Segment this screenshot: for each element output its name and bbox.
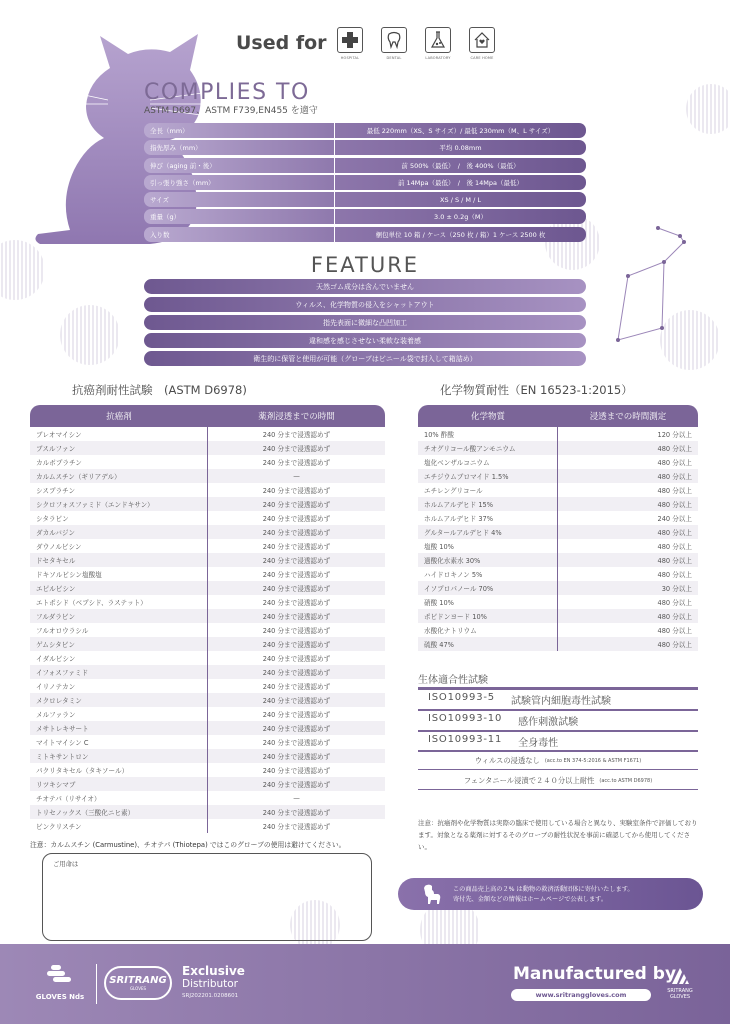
chemical-table-header — [418, 405, 698, 427]
table-cell-name: リツキシマブ — [30, 777, 208, 791]
table-cell-value: 120 分以上 — [657, 431, 692, 439]
table-cell-value: 240 分まで浸透認めず — [262, 543, 331, 551]
table-cell-value: 480 分以上 — [657, 627, 692, 635]
footer — [0, 944, 730, 1024]
table-cell-name: 塩化ベンザルコニウム — [418, 455, 558, 469]
column-header: 浸透までの時間測定 — [589, 412, 667, 422]
table-cell-value: 480 分以上 — [657, 487, 692, 495]
feature-item: 違和感を感じさせない柔軟な装着感 — [144, 333, 586, 348]
table-cell-value: 240 分まで浸透認めず — [262, 585, 331, 593]
decorative-dot — [60, 305, 120, 365]
table-row — [418, 539, 698, 553]
feature-item: 指先表面に微細な凸凹加工 — [144, 315, 586, 330]
table-cell-value: 240 分まで浸透認めず — [262, 459, 331, 467]
bio-row — [428, 713, 578, 728]
table-cell-value: — — [293, 794, 300, 802]
spec-key: 伸び（aging 前・後） — [144, 158, 334, 173]
table-cell-value: 240 分まで浸透認めず — [262, 809, 331, 817]
bio-code: ISO10993-5 — [428, 692, 495, 703]
spec-row — [144, 158, 586, 173]
table-cell-name: 硝酸 10% — [418, 595, 558, 609]
table-cell-name: エチジウムブロマイド 1.5% — [418, 469, 558, 483]
sritrang-gloves-logo — [662, 966, 698, 1000]
table-row — [30, 469, 385, 483]
distributor-text: Distributor — [182, 978, 239, 990]
virus-text: ウィルスの浸透なし — [474, 756, 540, 765]
table-cell-value: 240 分まで浸透認めず — [262, 697, 331, 705]
table-cell-name: ポビドンヨード 10% — [418, 609, 558, 623]
table-cell-name: ビンクリスチン — [30, 819, 208, 833]
table-row — [418, 525, 698, 539]
table-cell-value: 480 分以上 — [657, 641, 692, 649]
table-cell-value: 480 分以上 — [657, 459, 692, 467]
chemical-table-body — [418, 427, 698, 651]
spec-key: 指先厚み（mm） — [144, 140, 334, 155]
table-row — [30, 791, 385, 805]
table-cell-name: グルタールアルデヒド 4% — [418, 525, 558, 539]
bio-code: ISO10993-11 — [428, 734, 503, 745]
table-row — [30, 581, 385, 595]
table-row — [30, 539, 385, 553]
table-cell-name: 水酸化ナトリウム — [418, 623, 558, 637]
table-row — [418, 595, 698, 609]
table-row — [30, 721, 385, 735]
table-cell-value: 240 分まで浸透認めず — [262, 725, 331, 733]
table-row — [30, 455, 385, 469]
table-cell-name: メサトレキサート — [30, 721, 208, 735]
spec-key: 入り数 — [144, 227, 334, 242]
table-row — [30, 777, 385, 791]
table-cell-value: 240 分まで浸透認めず — [262, 445, 331, 453]
table-cell-value: 480 分以上 — [657, 613, 692, 621]
bio-row — [428, 734, 558, 749]
table-cell-value: 480 分以上 — [657, 473, 692, 481]
hospital-icon — [334, 27, 366, 60]
table-cell-name: イソプロパノール 70% — [418, 581, 558, 595]
table-row — [30, 567, 385, 581]
spec-key: 重量（g） — [144, 209, 334, 224]
table-cell-value: 240 分まで浸透認めず — [262, 781, 331, 789]
virus-ref: (acc.to EN 374-5:2016 & ASTM F1671) — [544, 758, 642, 764]
decorative-dot — [686, 84, 730, 134]
table-cell-value: 240 分まで浸透認めず — [262, 753, 331, 761]
table-cell-value: 240 分まで浸透認めず — [262, 739, 331, 747]
table-cell-value: 240 分まで浸透認めず — [262, 683, 331, 691]
table-cell-name: エチレングリコール — [418, 483, 558, 497]
exclusive-distributor — [182, 964, 245, 999]
table-row — [418, 637, 698, 651]
dog-icon — [420, 882, 444, 906]
table-cell-name: ドキソルビシン塩酸塩 — [30, 567, 208, 581]
sritrang-mark-icon — [668, 966, 692, 986]
anticancer-note: 注意：カルムスチン (Carmustine)、チオテパ (Thiotepa) ではこのグローブの使用は避けてください。 — [30, 841, 346, 849]
sritrang-text: SRITRANG — [109, 975, 167, 986]
constellation-icon — [610, 220, 700, 350]
table-cell-value: 480 分以上 — [657, 557, 692, 565]
table-cell-value: 240 分まで浸透認めず — [262, 641, 331, 649]
table-cell-name: イリノテカン — [30, 679, 208, 693]
table-cell-name: メルファラン — [30, 707, 208, 721]
table-cell-name: ダウノルビシン — [30, 539, 208, 553]
sritrang-sub: GLOVES — [129, 986, 147, 991]
table-cell-value: 240 分まで浸透認めず — [262, 655, 331, 663]
table-row — [30, 665, 385, 679]
table-cell-name: チオグリコール酸アンモニウム — [418, 441, 558, 455]
fentanyl-note — [418, 773, 698, 790]
table-cell-name: フルオロウラシル — [30, 623, 208, 637]
memo-label: ご用命は — [53, 861, 79, 868]
table-cell-name: ホルムアルデヒド 15% — [418, 497, 558, 511]
table-row — [30, 679, 385, 693]
chemical-title: 化学物質耐性（EN 16523-1:2015） — [440, 383, 633, 397]
anticancer-title: 抗癌剤耐性試験 (ASTM D6978) — [72, 383, 247, 397]
table-row — [418, 553, 698, 567]
donation-line: 寄付先、金額などの情報はホームページで公表します。 — [453, 896, 608, 903]
table-cell-name: ゲムシタビン — [30, 637, 208, 651]
spec-row — [144, 227, 586, 242]
table-row — [418, 623, 698, 637]
table-cell-value: 480 分以上 — [657, 599, 692, 607]
table-cell-value: 240 分まで浸透認めず — [262, 669, 331, 677]
memo-box — [42, 853, 372, 941]
table-cell-value: 240 分まで浸透認めず — [262, 711, 331, 719]
spec-value: 3.0 ± 0.2g（M） — [334, 209, 586, 224]
spec-value: 最低 220mm（XS、S サイズ）/ 最低 230mm（M、L サイズ） — [334, 123, 586, 138]
table-row — [418, 427, 698, 441]
sritrang-logo — [104, 966, 172, 1000]
table-cell-name: メクロレタミン — [30, 693, 208, 707]
bio-title: 生体適合性試験 — [418, 675, 488, 686]
gloves-nds-text: GLOVES Nds — [35, 993, 85, 1001]
table-cell-name: 10% 酢酸 — [418, 427, 558, 441]
table-cell-value: 30 分以上 — [661, 585, 692, 593]
bio-divider — [418, 750, 698, 752]
spec-key: サイズ — [144, 192, 334, 207]
table-row — [30, 735, 385, 749]
feature-list — [144, 279, 586, 369]
anticancer-table — [30, 405, 385, 833]
table-row — [418, 441, 698, 455]
table-row — [30, 553, 385, 567]
document-code: SRJ202201.0208601 — [182, 993, 239, 999]
spec-row — [144, 209, 586, 224]
spec-value: 前 14Mpa（最低） / 後 14Mpa（最低） — [334, 175, 586, 190]
table-cell-name: ミトキサントロン — [30, 749, 208, 763]
table-cell-value: 240 分まで浸透認めず — [262, 501, 331, 509]
table-row — [30, 511, 385, 525]
usage-icons — [334, 27, 498, 60]
table-cell-value: 480 分以上 — [657, 501, 692, 509]
exclusive-text: Exclusive — [182, 964, 245, 978]
table-cell-name: エトポシド（ベプシド、ラステット） — [30, 595, 208, 609]
virus-note — [418, 753, 698, 770]
column-header: 化学物質 — [470, 412, 505, 422]
table-cell-value: 240 分まで浸透認めず — [262, 515, 331, 523]
table-row — [30, 763, 385, 777]
table-cell-value: 240 分まで浸透認めず — [262, 767, 331, 775]
table-cell-name: シクロフォスファミド（エンドキサン） — [30, 497, 208, 511]
caution-note: 注意：抗癌剤や化学物質は実際の臨床で使用している場合と異なり、実験室条件で評価しております。対象となる薬剤に対するそのグローブの耐性状況を事前に確認してから使用してください。 — [418, 819, 698, 851]
table-cell-value: 480 分以上 — [657, 529, 692, 537]
table-cell-name: ドセタキセル — [30, 553, 208, 567]
feature-item: ウィルス、化学物質の侵入をシャットアウト — [144, 297, 586, 312]
table-row — [418, 455, 698, 469]
footer-separator — [96, 964, 97, 1004]
table-cell-name: トリセノックス（三酸化ニヒ素） — [30, 805, 208, 819]
bio-code: ISO10993-10 — [428, 713, 503, 724]
bio-desc: 試験管内細胞毒性試験 — [510, 696, 611, 707]
anticancer-table-header — [30, 405, 385, 427]
care-home-caption: CARE HOME — [470, 56, 494, 60]
table-cell-name: シタラビン — [30, 511, 208, 525]
bio-desc: 感作刺激試験 — [518, 717, 579, 728]
dental-icon — [378, 27, 410, 60]
table-cell-value: 240 分まで浸透認めず — [262, 613, 331, 621]
table-cell-name: パクリタキセル（タキソール） — [30, 763, 208, 777]
hospital-caption: HOSPITAL — [340, 56, 360, 60]
table-cell-value: — — [293, 472, 300, 480]
table-row — [30, 483, 385, 497]
table-cell-value: 240 分まで浸透認めず — [262, 599, 331, 607]
table-row — [30, 693, 385, 707]
table-cell-name: マイトマイシン C — [30, 735, 208, 749]
spec-key: 引っ張り強さ（mm） — [144, 175, 334, 190]
table-row — [418, 567, 698, 581]
table-row — [418, 497, 698, 511]
table-row — [418, 609, 698, 623]
sritrang-gloves-text: SRITRANG GLOVES — [667, 988, 693, 1000]
care-home-icon — [466, 27, 498, 60]
feature-item: 衛生的に保管と使用が可能（グローブはビニール袋で封入して箱詰め） — [144, 351, 586, 366]
table-cell-value: 480 分以上 — [657, 571, 692, 579]
dental-caption: DENTAL — [386, 56, 402, 60]
table-cell-name: ハイドロキノン 5% — [418, 567, 558, 581]
table-cell-name: 過酸化水素水 30% — [418, 553, 558, 567]
table-row — [418, 469, 698, 483]
table-cell-name: 硫酸 47% — [418, 637, 558, 651]
table-row — [30, 623, 385, 637]
laboratory-caption: LABORATORY — [425, 56, 451, 60]
column-header: 薬剤浸透までの時間 — [258, 412, 335, 422]
table-cell-name: ダカルバジン — [30, 525, 208, 539]
feature-title: FEATURE — [310, 253, 420, 277]
anticancer-table-body — [30, 427, 385, 833]
table-row — [30, 595, 385, 609]
column-header: 抗癌剤 — [106, 412, 132, 422]
table-cell-name: イフォスファミド — [30, 665, 208, 679]
table-row — [30, 749, 385, 763]
table-cell-name: ホルムアルデヒド 37% — [418, 511, 558, 525]
table-row — [30, 497, 385, 511]
spec-value: 前 500%（最低） / 後 400%（最低） — [334, 158, 586, 173]
fentanyl-ref: (acc.to ASTM D6978) — [599, 778, 653, 784]
gloves-nds-icon — [45, 965, 75, 987]
table-row — [418, 511, 698, 525]
table-cell-value: 240 分まで浸透認めず — [262, 529, 331, 537]
table-row — [418, 483, 698, 497]
spec-value: 梱包単位 10 箱 / ケース（250 枚 / 箱）1 ケース 2500 枚 — [334, 227, 586, 242]
table-cell-value: 240 分まで浸透認めず — [262, 571, 331, 579]
spec-row — [144, 192, 586, 207]
table-cell-name: カルボプラチン — [30, 455, 208, 469]
table-cell-name: イダルビシン — [30, 651, 208, 665]
complies-subtitle: ASTM D697、ASTM F739,EN455 を適守 — [144, 106, 318, 116]
table-cell-name: チオテパ（リサイオ） — [30, 791, 208, 805]
table-row — [30, 805, 385, 819]
spec-table — [144, 123, 586, 244]
spec-key: 全長（mm） — [144, 123, 334, 138]
bio-desc: 全身毒性 — [518, 738, 559, 749]
table-cell-value: 480 分以上 — [657, 445, 692, 453]
table-row — [30, 609, 385, 623]
used-for-title: Used for — [236, 32, 327, 54]
table-cell-name: ブレオマイシン — [30, 427, 208, 441]
laboratory-icon — [422, 27, 454, 60]
spec-row — [144, 175, 586, 190]
table-cell-value: 240 分まで浸透認めず — [262, 557, 331, 565]
bio-divider — [418, 730, 698, 732]
chemical-table — [418, 405, 698, 651]
feature-item: 天然ゴム成分は含んでいません — [144, 279, 586, 294]
spec-row — [144, 123, 586, 138]
bio-row — [428, 692, 611, 707]
website-link[interactable]: www.sritranggloves.com — [511, 989, 651, 1001]
table-cell-value: 480 分以上 — [657, 543, 692, 551]
donation-line: この商品売上高の２% は動物の救済活動団体に寄付いたします。 — [453, 886, 634, 893]
table-cell-name: カルムスチン（ギリアデル） — [30, 469, 208, 483]
table-cell-value: 240 分以上 — [657, 515, 692, 523]
fentanyl-text: フェンタニール浸漬で２４０分以上耐性 — [463, 776, 595, 785]
table-cell-name: エピルビシン — [30, 581, 208, 595]
spec-value: 平均 0.08mm — [334, 140, 586, 155]
manufactured-by: Manufactured by — [513, 964, 677, 984]
spec-row — [144, 140, 586, 155]
table-cell-name: 塩酸 10% — [418, 539, 558, 553]
table-cell-value: 240 分まで浸透認めず — [262, 431, 331, 439]
table-row — [30, 525, 385, 539]
table-row — [30, 651, 385, 665]
table-cell-value: 240 分まで浸透認めず — [262, 823, 331, 831]
bio-divider — [418, 687, 698, 690]
table-row — [418, 581, 698, 595]
table-cell-name: ブスルファン — [30, 441, 208, 455]
table-row — [30, 819, 385, 833]
table-row — [30, 707, 385, 721]
table-cell-value: 240 分まで浸透認めず — [262, 487, 331, 495]
donation-banner — [398, 878, 703, 910]
table-cell-name: フルダラビン — [30, 609, 208, 623]
table-cell-value: 240 分まで浸透認めず — [262, 627, 331, 635]
spec-value: XS / S / M / L — [334, 192, 586, 207]
table-row — [30, 427, 385, 441]
complies-title: COMPLIES TO — [144, 80, 310, 105]
table-row — [30, 637, 385, 651]
table-row — [30, 441, 385, 455]
table-cell-name: シスプラチン — [30, 483, 208, 497]
gloves-nds-logo — [35, 965, 85, 1001]
bio-divider — [418, 709, 698, 711]
